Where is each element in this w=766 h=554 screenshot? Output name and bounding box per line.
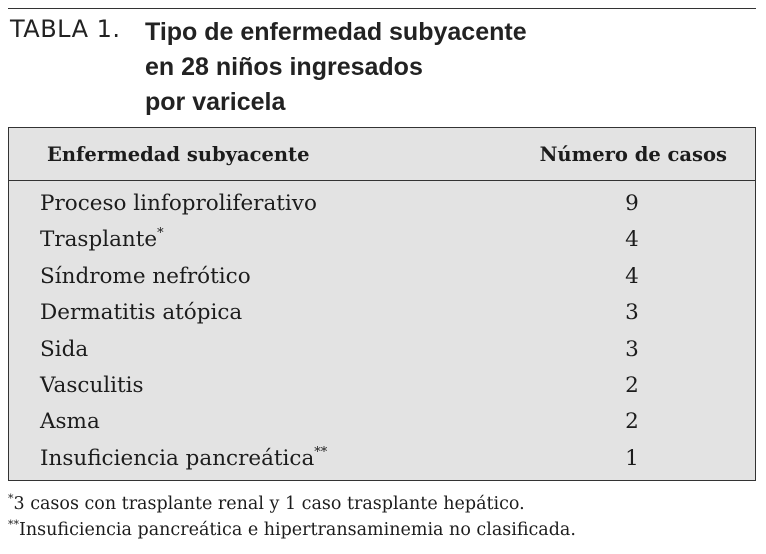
table-caption-title xyxy=(145,15,527,120)
top-rule xyxy=(8,8,756,9)
disease-cell: Insuficiencia pancreática** xyxy=(40,444,328,471)
caption-title-line: Tipo de enfermedad subyacente xyxy=(145,18,527,46)
count-cell: 4 xyxy=(625,227,639,253)
disease-cell: Vasculitis xyxy=(40,372,144,398)
disease-cell: Asma xyxy=(40,409,100,435)
count-cell: 3 xyxy=(625,300,639,326)
data-table xyxy=(8,127,756,481)
disease-cell: Síndrome nefrótico xyxy=(40,263,251,289)
table-row xyxy=(9,334,755,370)
count-cell: 1 xyxy=(625,445,639,471)
table-header-row xyxy=(9,128,755,181)
table-body xyxy=(9,188,755,479)
count-cell: 9 xyxy=(625,191,639,216)
table-row xyxy=(9,370,755,406)
table-row xyxy=(9,261,755,297)
table-row xyxy=(9,443,755,479)
disease-cell: Sida xyxy=(40,336,89,362)
header-disease: Enfermedad subyacente xyxy=(47,143,310,166)
disease-cell: Trasplante* xyxy=(40,226,164,253)
disease-cell: Dermatitis atópica xyxy=(40,300,243,326)
table-row xyxy=(9,188,755,224)
header-case-count: Número de casos xyxy=(539,143,727,166)
count-cell: 3 xyxy=(625,336,639,362)
table-row xyxy=(9,406,755,442)
count-cell: 4 xyxy=(625,263,639,289)
table-row xyxy=(9,297,755,333)
count-cell: 2 xyxy=(625,372,639,398)
caption-title-line: en 28 niños ingresados xyxy=(145,53,423,81)
footnote: **Insuficiencia pancreática e hipertransaminemia no clasificada. xyxy=(8,518,576,540)
count-cell: 2 xyxy=(625,409,639,435)
table-caption-label: TABLA 1. xyxy=(10,15,121,43)
disease-cell: Proceso linfoproliferativo xyxy=(40,191,317,216)
caption-title-line: por varicela xyxy=(145,88,286,116)
table-row xyxy=(9,224,755,260)
footnote: *3 casos con trasplante renal y 1 caso trasplante hepático. xyxy=(8,492,525,514)
